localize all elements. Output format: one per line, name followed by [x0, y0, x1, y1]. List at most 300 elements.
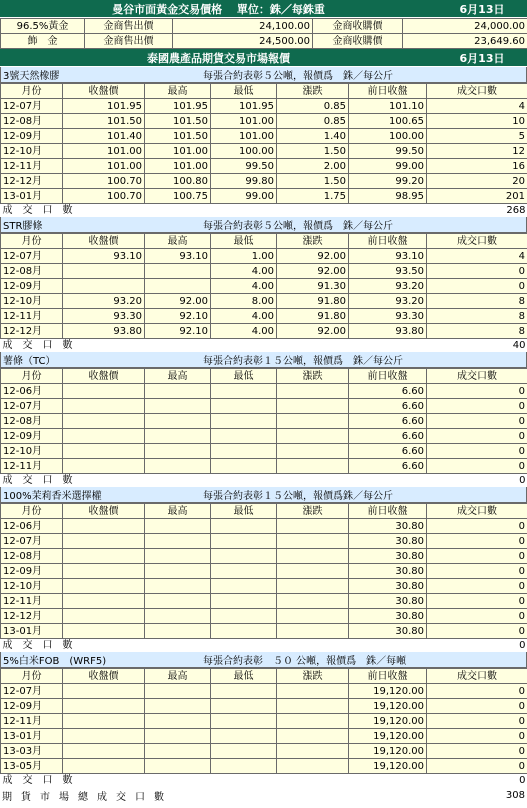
table-row — [1, 249, 527, 264]
futures-table — [0, 503, 527, 652]
section-header — [0, 352, 527, 368]
table-cell: 101.50 — [145, 114, 211, 129]
table-cell — [277, 594, 349, 609]
column-header: 前日收盤 — [349, 84, 427, 99]
table-cell — [211, 534, 277, 549]
section-total-value: 0 — [427, 639, 527, 653]
gold-buy-label: 金商收購價 — [313, 19, 403, 34]
table-cell: 0 — [427, 609, 527, 624]
table-row — [1, 324, 527, 339]
table-cell: 93.10 — [63, 249, 145, 264]
table-cell — [211, 459, 277, 474]
table-cell — [145, 444, 211, 459]
table-row — [1, 729, 527, 744]
table-cell: 12-08月 — [1, 549, 63, 564]
table-cell — [277, 399, 349, 414]
table-cell: 92.10 — [145, 309, 211, 324]
table-cell — [63, 759, 145, 774]
column-header: 漲跌 — [277, 234, 349, 249]
table-row — [1, 759, 527, 774]
table-cell: 100.80 — [145, 174, 211, 189]
section-total-label: 成 交 口 數 — [1, 339, 427, 353]
table-cell: 4.00 — [211, 264, 277, 279]
table-cell: 12-09月 — [1, 279, 63, 294]
table-cell: 93.30 — [63, 309, 145, 324]
table-cell: 0 — [427, 564, 527, 579]
table-cell: 12-11月 — [1, 159, 63, 174]
table-cell — [277, 564, 349, 579]
table-row — [1, 744, 527, 759]
table-cell: 101.50 — [145, 129, 211, 144]
table-cell — [211, 579, 277, 594]
table-cell: 19,120.00 — [349, 684, 427, 699]
table-cell — [277, 459, 349, 474]
table-cell: 1.40 — [277, 129, 349, 144]
table-cell: 6.60 — [349, 444, 427, 459]
section-total-value: 40 — [427, 339, 527, 353]
table-cell: 1.50 — [277, 144, 349, 159]
table-cell — [63, 519, 145, 534]
table-cell: 5 — [427, 129, 527, 144]
table-cell: 93.50 — [349, 264, 427, 279]
table-cell: 20 — [427, 174, 527, 189]
table-cell — [145, 414, 211, 429]
table-cell: 101.00 — [211, 114, 277, 129]
gold-row — [1, 34, 527, 49]
section-name: 薯條（TC） — [3, 356, 56, 367]
column-header: 成交口數 — [427, 369, 527, 384]
table-cell — [145, 564, 211, 579]
section-header — [0, 487, 527, 503]
table-cell: 0 — [427, 279, 527, 294]
table-cell: 99.50 — [349, 144, 427, 159]
table-cell — [63, 609, 145, 624]
table-cell — [145, 549, 211, 564]
gold-sell-label: 金商售出價 — [85, 34, 173, 49]
table-cell — [277, 624, 349, 639]
table-cell: 99.80 — [211, 174, 277, 189]
table-row — [1, 174, 527, 189]
gold-sell-label: 金商售出價 — [85, 19, 173, 34]
section-note: 每張合約表彰 ５０ 公噸，報價爲 銖／每噸 — [203, 656, 407, 667]
table-cell: 99.00 — [349, 159, 427, 174]
table-cell — [63, 624, 145, 639]
grand-total-value: 308 — [505, 789, 525, 801]
table-cell: 101.95 — [211, 99, 277, 114]
table-cell — [63, 729, 145, 744]
column-header: 最低 — [211, 84, 277, 99]
table-cell — [145, 534, 211, 549]
table-cell — [277, 579, 349, 594]
table-cell — [63, 534, 145, 549]
section-total-value: 0 — [427, 474, 527, 488]
table-cell: 101.50 — [63, 114, 145, 129]
table-cell: 6.60 — [349, 384, 427, 399]
table-cell: 92.00 — [277, 249, 349, 264]
table-cell — [63, 279, 145, 294]
section-total-value: 268 — [427, 204, 527, 218]
table-cell: 92.10 — [145, 324, 211, 339]
table-cell — [211, 594, 277, 609]
table-cell: 0 — [427, 759, 527, 774]
table-row — [1, 564, 527, 579]
gold-buy-label: 金商收購價 — [313, 34, 403, 49]
table-row — [1, 129, 527, 144]
table-cell — [277, 534, 349, 549]
table-cell: 12-07月 — [1, 99, 63, 114]
section-name: STR膠條 — [3, 221, 43, 232]
table-cell: 13-01月 — [1, 729, 63, 744]
table-cell: 93.10 — [349, 249, 427, 264]
table-cell — [277, 729, 349, 744]
table-cell: 12-12月 — [1, 324, 63, 339]
table-cell: 0 — [427, 459, 527, 474]
table-header-row — [1, 504, 527, 519]
table-cell — [145, 714, 211, 729]
table-cell: 0 — [427, 744, 527, 759]
table-cell: 19,120.00 — [349, 699, 427, 714]
table-row — [1, 429, 527, 444]
table-row — [1, 279, 527, 294]
section-name: 5%白米FOB (WRF5) — [3, 656, 107, 667]
table-cell — [63, 564, 145, 579]
table-cell: 8 — [427, 324, 527, 339]
table-row — [1, 309, 527, 324]
table-cell: 30.80 — [349, 564, 427, 579]
table-row — [1, 144, 527, 159]
table-cell: 0 — [427, 414, 527, 429]
section-header — [0, 652, 527, 668]
column-header: 月份 — [1, 669, 63, 684]
section-total-label: 成 交 口 數 — [1, 639, 427, 653]
gold-item-name: 飾 金 — [1, 34, 85, 49]
table-cell: 12-07月 — [1, 249, 63, 264]
table-cell — [145, 384, 211, 399]
gold-item-name: 96.5%黃金 — [1, 19, 85, 34]
table-cell — [277, 519, 349, 534]
table-cell: 101.00 — [63, 159, 145, 174]
table-cell: 0 — [427, 264, 527, 279]
table-cell — [277, 549, 349, 564]
table-cell: 101.95 — [63, 99, 145, 114]
table-cell: 91.80 — [277, 294, 349, 309]
table-cell: 93.80 — [63, 324, 145, 339]
table-cell — [63, 699, 145, 714]
table-cell: 99.50 — [211, 159, 277, 174]
table-cell — [145, 729, 211, 744]
table-cell: 99.20 — [349, 174, 427, 189]
table-cell — [211, 429, 277, 444]
table-cell: 0 — [427, 699, 527, 714]
table-cell: 12-11月 — [1, 714, 63, 729]
table-cell: 101.40 — [63, 129, 145, 144]
table-cell: 13-05月 — [1, 759, 63, 774]
table-cell: 10 — [427, 114, 527, 129]
table-cell — [145, 609, 211, 624]
table-header-row — [1, 84, 527, 99]
table-cell: 0 — [427, 684, 527, 699]
column-header: 收盤價 — [63, 234, 145, 249]
table-cell: 4.00 — [211, 279, 277, 294]
table-cell: 4.00 — [211, 309, 277, 324]
table-cell: 12-10月 — [1, 294, 63, 309]
table-cell: 12-09月 — [1, 564, 63, 579]
gold-row — [1, 19, 527, 34]
column-header: 漲跌 — [277, 369, 349, 384]
table-row — [1, 714, 527, 729]
futures-table — [0, 368, 527, 487]
table-cell — [277, 699, 349, 714]
column-header: 前日收盤 — [349, 369, 427, 384]
column-header: 前日收盤 — [349, 234, 427, 249]
column-header: 最低 — [211, 669, 277, 684]
futures-sections — [0, 67, 527, 787]
column-header: 成交口數 — [427, 504, 527, 519]
table-cell — [63, 579, 145, 594]
table-cell: 101.00 — [211, 129, 277, 144]
table-cell: 0 — [427, 714, 527, 729]
table-cell — [63, 264, 145, 279]
table-row — [1, 294, 527, 309]
gold-unit: 單位：銖／每銖重 — [236, 2, 325, 16]
table-cell — [63, 444, 145, 459]
table-cell: 30.80 — [349, 549, 427, 564]
table-cell: 0.85 — [277, 114, 349, 129]
table-cell — [211, 519, 277, 534]
table-cell: 4 — [427, 99, 527, 114]
table-cell: 30.80 — [349, 579, 427, 594]
table-row — [1, 459, 527, 474]
table-cell: 13-03月 — [1, 744, 63, 759]
table-row — [1, 699, 527, 714]
table-cell — [211, 699, 277, 714]
column-header: 漲跌 — [277, 84, 349, 99]
table-cell — [211, 549, 277, 564]
table-cell: 16 — [427, 159, 527, 174]
table-row — [1, 399, 527, 414]
table-cell — [211, 444, 277, 459]
table-cell — [63, 459, 145, 474]
table-cell — [145, 519, 211, 534]
section-total-label: 成 交 口 數 — [1, 774, 427, 788]
table-cell: 2.00 — [277, 159, 349, 174]
table-cell — [63, 384, 145, 399]
table-cell: 1.00 — [211, 249, 277, 264]
table-cell — [211, 714, 277, 729]
table-cell: 92.00 — [277, 324, 349, 339]
table-cell — [145, 579, 211, 594]
table-cell: 0 — [427, 549, 527, 564]
table-cell: 8.00 — [211, 294, 277, 309]
table-cell — [63, 744, 145, 759]
table-cell: 92.00 — [277, 264, 349, 279]
column-header: 月份 — [1, 369, 63, 384]
column-header: 最高 — [145, 84, 211, 99]
table-cell: 1.50 — [277, 174, 349, 189]
table-row — [1, 189, 527, 204]
table-cell: 0 — [427, 594, 527, 609]
gold-title: 曼谷市面黃金交易價格 單位：銖／每銖重 — [112, 2, 325, 16]
section-note: 每張合約表彰１５公噸，報價爲 銖／每公斤 — [203, 356, 403, 367]
table-cell: 101.00 — [145, 159, 211, 174]
section-total-label: 成 交 口 數 — [1, 204, 427, 218]
table-cell: 93.10 — [145, 249, 211, 264]
table-cell — [145, 264, 211, 279]
section-header — [0, 67, 527, 83]
futures-table — [0, 233, 527, 352]
table-cell — [145, 399, 211, 414]
table-cell: 6.60 — [349, 414, 427, 429]
table-cell: 19,120.00 — [349, 729, 427, 744]
table-cell: 93.80 — [349, 324, 427, 339]
table-row — [1, 444, 527, 459]
table-cell: 12-11月 — [1, 594, 63, 609]
table-cell: 12-07月 — [1, 534, 63, 549]
section-total-row — [1, 639, 527, 653]
table-cell: 12-12月 — [1, 174, 63, 189]
gold-sell-price: 24,100.00 — [173, 19, 313, 34]
table-cell: 12-06月 — [1, 519, 63, 534]
column-header: 成交口數 — [427, 234, 527, 249]
table-cell: 100.00 — [211, 144, 277, 159]
table-cell: 100.70 — [63, 189, 145, 204]
table-cell — [145, 699, 211, 714]
table-cell — [63, 594, 145, 609]
table-row — [1, 579, 527, 594]
table-cell: 101.10 — [349, 99, 427, 114]
column-header: 最低 — [211, 504, 277, 519]
table-header-row — [1, 369, 527, 384]
table-cell — [145, 759, 211, 774]
section-name: 3號天然橡膠 — [3, 71, 60, 82]
table-cell: 0.85 — [277, 99, 349, 114]
column-header: 最高 — [145, 504, 211, 519]
table-cell — [277, 744, 349, 759]
table-cell — [145, 744, 211, 759]
table-cell: 91.80 — [277, 309, 349, 324]
table-cell: 8 — [427, 294, 527, 309]
table-cell: 30.80 — [349, 594, 427, 609]
table-cell — [145, 684, 211, 699]
table-cell: 0 — [427, 399, 527, 414]
table-cell — [277, 429, 349, 444]
table-cell: 93.30 — [349, 309, 427, 324]
table-cell: 92.00 — [145, 294, 211, 309]
table-cell — [63, 414, 145, 429]
table-cell: 6.60 — [349, 429, 427, 444]
futures-date: 6月13日 — [459, 51, 505, 65]
table-cell: 93.20 — [349, 279, 427, 294]
table-cell — [211, 609, 277, 624]
grand-total-label: 期貨市場總成交口數 — [2, 791, 173, 803]
table-cell — [211, 414, 277, 429]
table-cell: 13-01月 — [1, 624, 63, 639]
table-row — [1, 159, 527, 174]
table-cell: 100.00 — [349, 129, 427, 144]
column-header: 收盤價 — [63, 669, 145, 684]
table-row — [1, 414, 527, 429]
table-cell: 1.75 — [277, 189, 349, 204]
column-header: 收盤價 — [63, 84, 145, 99]
table-cell: 101.95 — [145, 99, 211, 114]
column-header: 漲跌 — [277, 669, 349, 684]
section-name: 100%茉莉香米選擇權 — [3, 491, 102, 502]
table-row — [1, 114, 527, 129]
table-cell: 12-10月 — [1, 444, 63, 459]
table-header-row — [1, 669, 527, 684]
futures-title: 泰國農產品期貨交易市場報價 — [147, 51, 290, 65]
table-cell: 0 — [427, 534, 527, 549]
table-cell: 100.65 — [349, 114, 427, 129]
table-cell — [145, 429, 211, 444]
table-row — [1, 624, 527, 639]
table-cell: 12-10月 — [1, 579, 63, 594]
table-cell — [277, 714, 349, 729]
table-header-row — [1, 234, 527, 249]
column-header: 最高 — [145, 369, 211, 384]
table-cell: 6.60 — [349, 459, 427, 474]
table-cell: 12-07月 — [1, 684, 63, 699]
table-cell: 0 — [427, 624, 527, 639]
table-cell — [211, 564, 277, 579]
table-cell: 0 — [427, 429, 527, 444]
gold-date: 6月13日 — [459, 2, 505, 16]
table-cell — [63, 549, 145, 564]
table-cell: 30.80 — [349, 624, 427, 639]
section-note: 每張合約表彰５公噸，報價爲 銖／每公斤 — [203, 221, 393, 232]
column-header: 前日收盤 — [349, 669, 427, 684]
table-cell: 12-08月 — [1, 414, 63, 429]
section-note: 每張合約表彰１５公噸，報價爲銖／每公斤 — [203, 491, 393, 502]
table-cell: 13-01月 — [1, 189, 63, 204]
table-cell — [277, 444, 349, 459]
section-total-value: 0 — [427, 774, 527, 788]
table-cell: 12-12月 — [1, 609, 63, 624]
futures-table — [0, 668, 527, 787]
table-cell: 0 — [427, 579, 527, 594]
table-cell — [63, 684, 145, 699]
table-cell: 12-07月 — [1, 399, 63, 414]
table-cell: 8 — [427, 309, 527, 324]
grand-total-row — [0, 787, 527, 803]
table-row — [1, 684, 527, 699]
table-row — [1, 264, 527, 279]
section-total-row — [1, 474, 527, 488]
gold-buy-price: 23,649.60 — [403, 34, 527, 49]
table-cell: 12-10月 — [1, 144, 63, 159]
table-row — [1, 594, 527, 609]
table-row — [1, 384, 527, 399]
table-cell: 99.00 — [211, 189, 277, 204]
table-cell — [277, 384, 349, 399]
table-row — [1, 549, 527, 564]
table-cell — [211, 729, 277, 744]
table-row — [1, 519, 527, 534]
gold-table — [0, 18, 527, 49]
gold-header — [0, 0, 527, 18]
table-cell: 12-11月 — [1, 459, 63, 474]
table-cell — [63, 429, 145, 444]
table-cell — [211, 399, 277, 414]
table-cell: 12-11月 — [1, 309, 63, 324]
table-cell: 19,120.00 — [349, 714, 427, 729]
table-cell: 12-09月 — [1, 429, 63, 444]
table-cell: 201 — [427, 189, 527, 204]
table-cell: 91.30 — [277, 279, 349, 294]
table-cell: 19,120.00 — [349, 759, 427, 774]
table-cell: 19,120.00 — [349, 744, 427, 759]
table-cell — [145, 594, 211, 609]
